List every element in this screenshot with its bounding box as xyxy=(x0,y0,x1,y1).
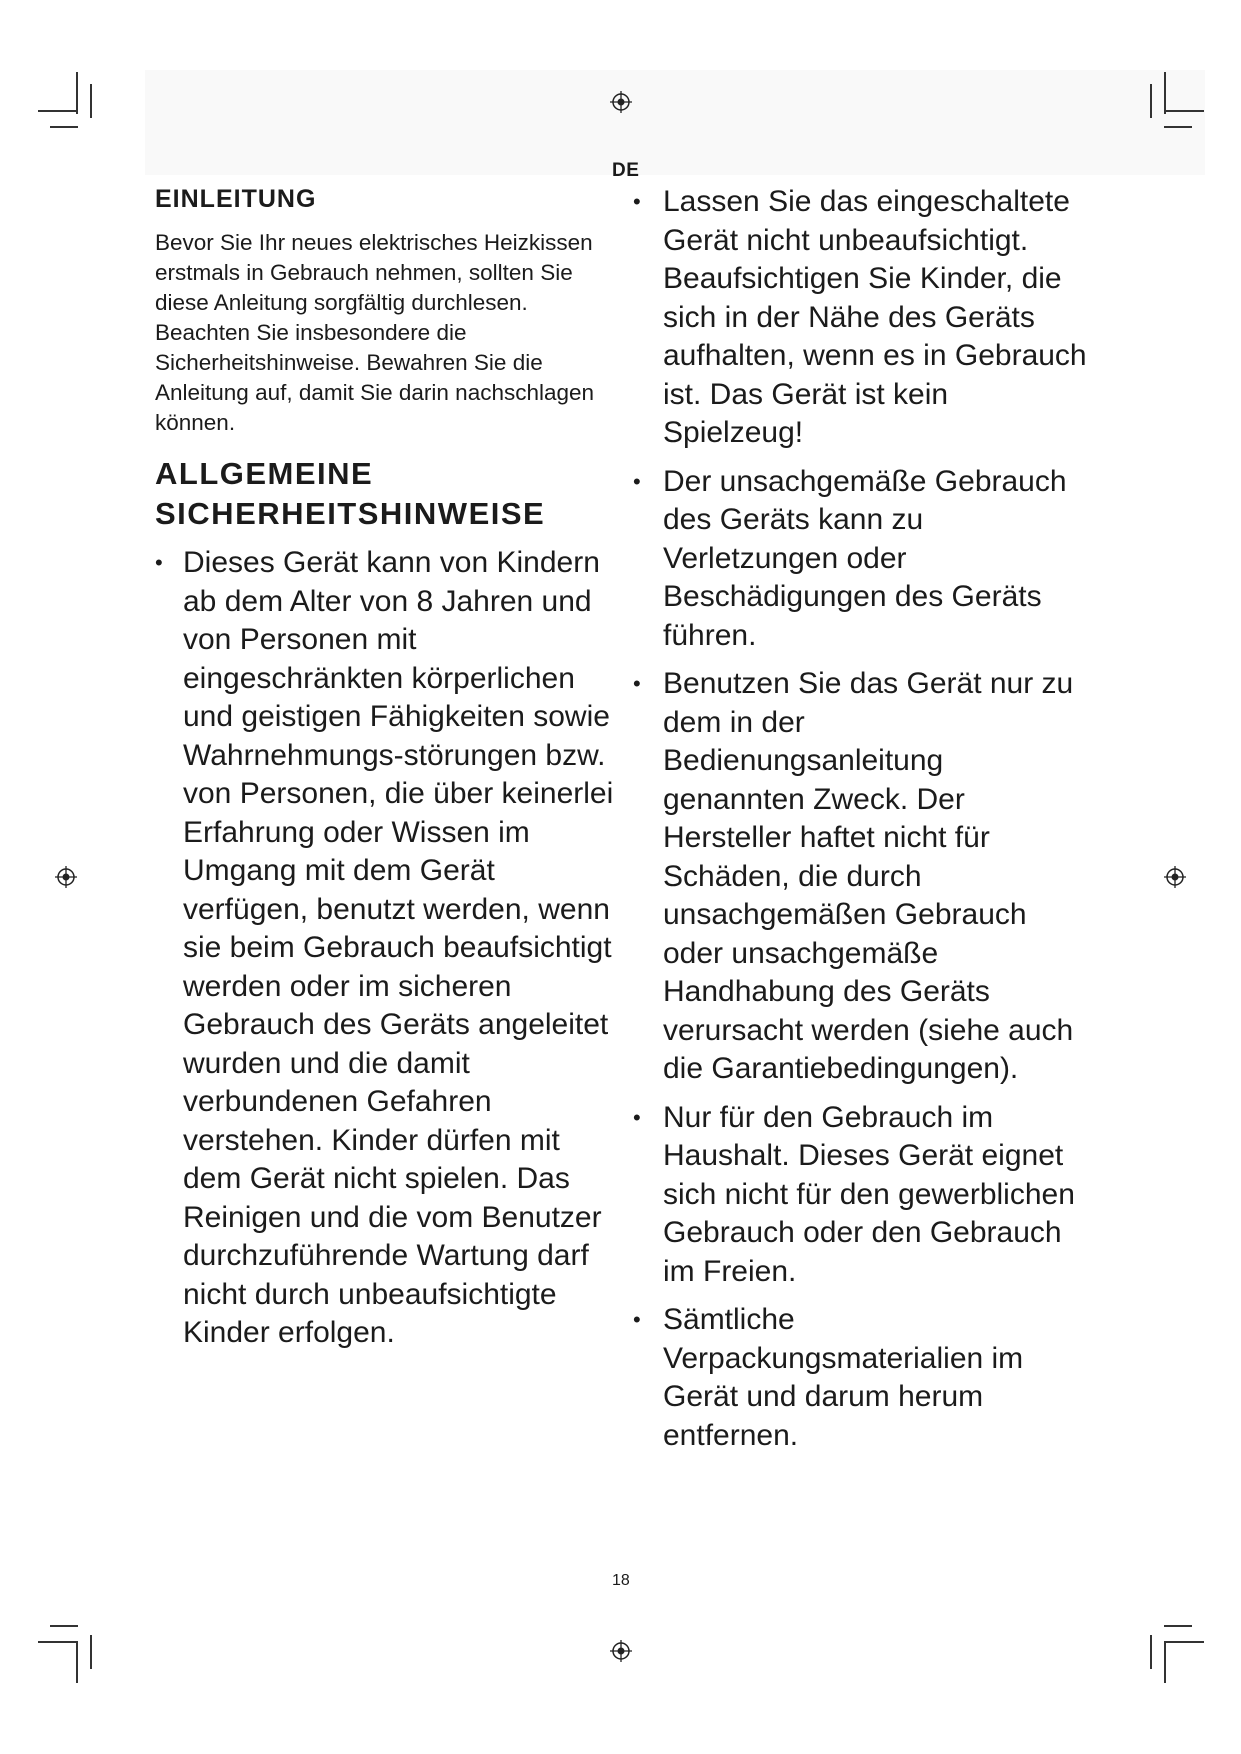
crop-mark-icon xyxy=(1164,126,1192,128)
list-item-text: Benutzen Sie das Gerät nur zu dem in der Bedienungsanleitung genannten Zweck. Der Hersteller haftet nicht für Schäden, die durch unsachgemäßen Gebrauch oder unsachgemäße Handhabung des Geräts verursacht werden (siehe auch die Garantiebedingungen). xyxy=(663,667,1074,1085)
list-item xyxy=(630,183,1090,453)
crop-mark-icon xyxy=(1150,84,1152,118)
safety-list-right xyxy=(630,183,1090,1455)
crop-mark-icon xyxy=(76,1641,78,1683)
safety-heading xyxy=(155,454,615,534)
bullet-icon: • xyxy=(633,1307,641,1332)
crop-mark-icon xyxy=(50,1625,78,1627)
list-item xyxy=(630,665,1090,1089)
list-item-text: Lassen Sie das eingeschaltete Gerät nicht unbeaufsichtigt. Beaufsichtigen Sie Kinder, die sich in der Nähe des Geräts aufhalten, wenn es in Gebrauch ist. Das Gerät ist kein Spielzeug! xyxy=(663,185,1087,449)
crop-mark-icon xyxy=(90,1635,92,1669)
intro-heading: EINLEITUNG xyxy=(155,185,317,213)
crop-mark-icon xyxy=(50,126,78,128)
safety-heading-line2: SICHERHEITSHINWEISE xyxy=(155,496,546,531)
list-item-text: Nur für den Gebrauch im Haushalt. Dieses Gerät eignet sich nicht für den gewerblichen Gebrauch oder den Gebrauch im Freien. xyxy=(663,1100,1075,1288)
crop-mark-icon xyxy=(1164,1625,1192,1627)
page-number: 18 xyxy=(612,1572,630,1589)
right-column xyxy=(630,183,1090,1465)
left-column xyxy=(155,185,615,1363)
registration-mark-icon xyxy=(1164,866,1186,888)
header-band xyxy=(145,70,1205,175)
bullet-icon: • xyxy=(633,1104,641,1130)
list-item xyxy=(630,1099,1090,1292)
list-item-text: Dieses Gerät kann von Kindern ab dem Alter von 8 Jahren und von Personen mit eingeschränkten körperlichen und geistigen Fähigkeiten sowie Wahrnehmungs-störungen bzw. von Personen, die über keinerlei Erfahrung oder Wissen im Umgang mit dem Gerät verfügen, benutzt werden, wenn sie beim Gebrauch beaufsichtigt werden oder im sicheren Gebrauch des Geräts angeleitet wurden und die damit verbundenen Gefahren verstehen. Kinder dürfen mit dem Gerät nicht spielen. Das Reinigen und die vom Benutzer durchzuführende Wartung darf nicht durch unbeaufsichtigte Kinder erfolgen. xyxy=(183,546,614,1349)
crop-mark-icon xyxy=(1150,1635,1152,1669)
registration-mark-icon xyxy=(55,866,77,888)
crop-mark-icon xyxy=(76,72,78,114)
list-item xyxy=(630,463,1090,656)
safety-list-left xyxy=(155,544,615,1353)
list-item xyxy=(630,1301,1090,1455)
crop-mark-icon xyxy=(1164,110,1204,112)
registration-mark-icon xyxy=(610,91,632,113)
crop-mark-icon xyxy=(1164,1641,1204,1643)
crop-mark-icon xyxy=(90,84,92,118)
bullet-icon: • xyxy=(155,550,163,575)
crop-mark-icon xyxy=(38,110,78,112)
bullet-icon: • xyxy=(633,189,641,214)
bullet-icon: • xyxy=(633,468,641,494)
safety-heading-line1: ALLGEMEINE xyxy=(155,456,374,491)
registration-mark-icon xyxy=(610,1640,632,1662)
list-item-text: Der unsachgemäße Gebrauch des Geräts kann zu Verletzungen oder Beschädigungen des Geräts führen. xyxy=(663,464,1067,652)
intro-text: Bevor Sie Ihr neues elektrisches Heizkissen erstmals in Gebrauch nehmen, sollten Sie diese Anleitung sorgfältig durchlesen. Beachten Sie insbesondere die Sicherheitshinweise. Bewahren Sie die Anleitung auf, damit Sie darin nachschlagen können. xyxy=(155,230,595,435)
bullet-icon: • xyxy=(633,671,641,696)
crop-mark-icon xyxy=(1164,72,1166,114)
crop-mark-icon xyxy=(1164,1641,1166,1683)
list-item xyxy=(155,544,615,1353)
language-code: DE xyxy=(612,160,640,181)
crop-mark-icon xyxy=(38,1641,78,1643)
list-item-text: Sämtliche Verpackungsmaterialien im Gerät und darum herum entfernen. xyxy=(663,1303,1024,1452)
